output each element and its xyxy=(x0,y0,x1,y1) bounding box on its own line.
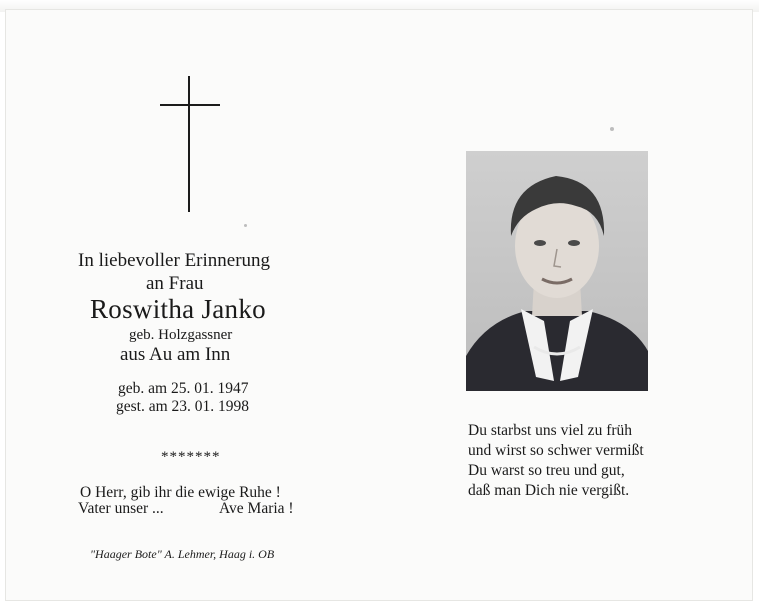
hometown: aus Au am Inn xyxy=(120,344,231,365)
death-date: gest. am 23. 01. 1998 xyxy=(116,398,250,415)
separator-stars: ******* xyxy=(161,449,221,465)
verse-line-4: daß man Dich nie vergißt. xyxy=(468,482,630,499)
portrait-photo xyxy=(466,151,648,391)
cross-icon xyxy=(188,76,190,212)
intro-line-2: an Frau xyxy=(146,273,204,294)
paper-speck xyxy=(610,127,614,131)
deceased-name: Roswitha Janko xyxy=(90,294,266,324)
verse-line-2: und wirst so schwer vermißt xyxy=(468,442,644,459)
verse-line-1: Du starbst uns viel zu früh xyxy=(468,422,633,439)
prayer-line-1: O Herr, gib ihr die ewige Ruhe ! xyxy=(80,484,281,501)
paper-speck xyxy=(244,224,247,227)
birth-date: geb. am 25. 01. 1947 xyxy=(118,380,249,397)
maiden-name: geb. Holzgassner xyxy=(129,327,233,343)
intro-line-1: In liebevoller Erinnerung xyxy=(78,250,271,271)
prayer-left: Vater unser ... xyxy=(78,500,164,517)
memorial-verse xyxy=(468,421,644,501)
prayer-right: Ave Maria ! xyxy=(219,500,294,517)
printer-credit: "Haager Bote" A. Lehmer, Haag i. OB xyxy=(90,547,275,561)
portrait-image xyxy=(466,151,648,391)
cross-icon-bar xyxy=(160,104,220,106)
verse-line-3: Du warst so treu und gut, xyxy=(468,462,625,479)
